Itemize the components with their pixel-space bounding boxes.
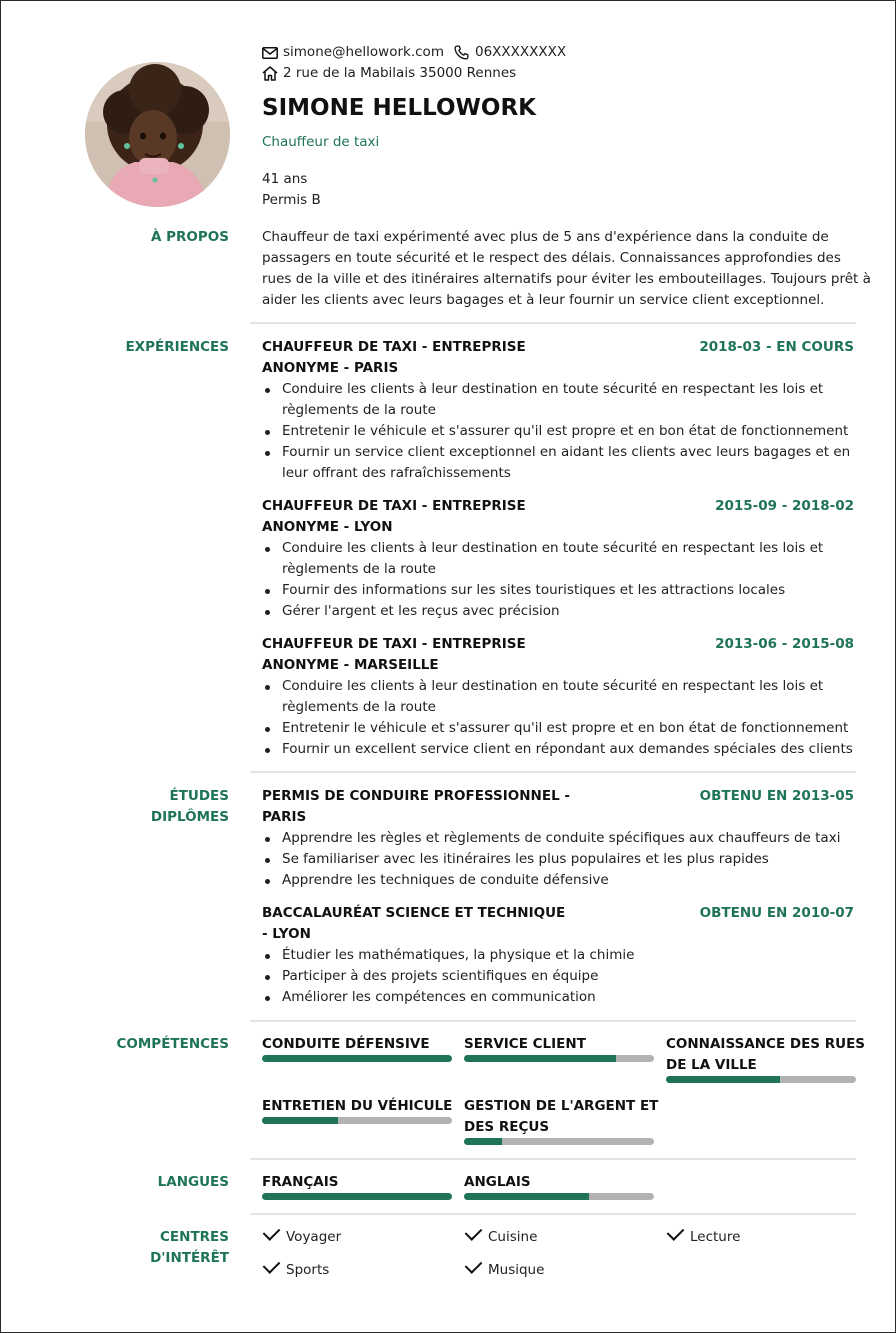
language-bar-fill	[464, 1193, 589, 1200]
about-line: rues de la ville et des itinéraires alternatifs pour éviter les embouteillages. Toujours prêt à	[262, 271, 871, 287]
interests-section-title	[150, 1227, 229, 1269]
diploma-dates: OBTENU EN 2010-07	[699, 905, 854, 921]
divider	[250, 771, 856, 773]
skill-bar-fill	[464, 1138, 502, 1145]
list-item: Apprendre les règles et règlements de conduite spécifiques aux chauffeurs de taxi	[262, 828, 856, 849]
diploma-title-line: PARIS	[262, 809, 307, 825]
checkmark-icon	[667, 1223, 685, 1241]
diploma-title	[262, 903, 565, 945]
skill-name-line: DE LA VILLE	[666, 1057, 757, 1073]
skill-bar-fill	[262, 1055, 452, 1062]
about-text	[262, 227, 871, 311]
checkmark-icon	[263, 1223, 281, 1241]
about-section-title: À PROPOS	[150, 229, 229, 245]
interests-title-line: CENTRES	[160, 1229, 229, 1245]
diploma-bullets	[262, 945, 856, 1008]
interest-item	[264, 1260, 329, 1281]
list-item: Se familiariser avec les itinéraires les plus populaires et les plus rapides	[262, 849, 856, 870]
language-name: FRANÇAIS	[262, 1174, 339, 1190]
diploma-title-line: PERMIS DE CONDUIRE PROFESSIONNEL -	[262, 788, 570, 804]
diploma-bullets	[262, 828, 856, 891]
interest-label: Sports	[286, 1262, 330, 1278]
checkmark-icon	[465, 1256, 483, 1274]
language-bar	[262, 1193, 452, 1200]
age: 41 ans	[262, 171, 308, 187]
interest-label: Lecture	[690, 1229, 741, 1245]
skill-bar-fill	[464, 1055, 616, 1062]
experience-company: ANONYME - PARIS	[262, 360, 399, 376]
experience-company: ANONYME - LYON	[262, 519, 393, 535]
diploma-title	[262, 786, 570, 828]
checkmark-icon	[465, 1223, 483, 1241]
education-title-line: DIPLÔMES	[150, 809, 229, 825]
list-item: Améliorer les compétences en communication	[262, 987, 856, 1008]
checkmark-icon	[263, 1256, 281, 1274]
skill-name: CONDUITE DÉFENSIVE	[262, 1036, 430, 1052]
skill-name: ENTRETIEN DU VÉHICULE	[262, 1098, 453, 1114]
skill-bar	[464, 1138, 654, 1145]
list-item: Conduire les clients à leur destination en toute sécurité en respectant les lois et règlements de la route	[262, 538, 856, 580]
driving-license: Permis B	[262, 192, 321, 208]
interests-title-line: D'INTÉRÊT	[150, 1250, 229, 1266]
experience-dates: 2018-03 - EN COURS	[699, 339, 854, 355]
divider	[250, 1213, 856, 1215]
about-line: aider les clients avec leurs bagages et à leur fournir un service client exceptionnel.	[262, 292, 825, 308]
email-row	[262, 42, 444, 63]
skill-name	[666, 1034, 865, 1076]
diploma-title-line: BACCALAURÉAT SCIENCE ET TECHNIQUE	[262, 905, 566, 921]
avatar	[85, 62, 230, 207]
job-title: Chauffeur de taxi	[262, 134, 380, 150]
experience-bullets	[262, 538, 856, 622]
list-item: Participer à des projets scientifiques en équipe	[262, 966, 856, 987]
divider	[250, 1158, 856, 1160]
skill-name: SERVICE CLIENT	[464, 1036, 586, 1052]
experiences-section-title: EXPÉRIENCES	[125, 339, 229, 355]
experience-role: CHAUFFEUR DE TAXI - ENTREPRISE	[262, 498, 526, 514]
list-item: Étudier les mathématiques, la physique et la chimie	[262, 945, 856, 966]
skill-name	[464, 1096, 658, 1138]
skill-bar-fill	[666, 1076, 780, 1083]
list-item: Fournir un service client exceptionnel en aidant les clients avec leurs bagages et en leur offrant des rafraîchissements	[262, 442, 856, 484]
address-text: 2 rue de la Mabilais 35000 Rennes	[283, 65, 517, 81]
experience-dates: 2015-09 - 2018-02	[715, 498, 854, 514]
skill-bar	[666, 1076, 856, 1083]
interest-label: Voyager	[286, 1229, 342, 1245]
list-item: Apprendre les techniques de conduite défensive	[262, 870, 856, 891]
experience-dates: 2013-06 - 2015-08	[715, 636, 854, 652]
candidate-name: SIMONE HELLOWORK	[262, 95, 536, 121]
about-line: passagers en toute sécurité et le respect des délais. Connaissances approfondies des	[262, 250, 841, 266]
skill-bar	[262, 1055, 452, 1062]
skill-name-line: CONNAISSANCE DES RUES	[666, 1036, 866, 1052]
about-line: Chauffeur de taxi expérimenté avec plus de 5 ans d'expérience dans la conduite de	[262, 229, 829, 245]
phone-icon	[454, 45, 469, 60]
experience-bullets	[262, 676, 856, 760]
list-item: Fournir un excellent service client en répondant aux demandes spéciales des clients	[262, 739, 856, 760]
diploma-dates: OBTENU EN 2013-05	[699, 788, 854, 804]
phone-text[interactable]: 06XXXXXXXX	[475, 44, 567, 60]
language-name: ANGLAIS	[464, 1174, 531, 1190]
divider	[250, 322, 856, 324]
interest-item	[466, 1260, 544, 1281]
experience-bullets	[262, 379, 856, 484]
skill-name-line: GESTION DE L'ARGENT ET	[464, 1098, 659, 1114]
divider	[250, 1020, 856, 1022]
interest-item	[264, 1227, 341, 1248]
interest-label: Cuisine	[488, 1229, 538, 1245]
experience-role: CHAUFFEUR DE TAXI - ENTREPRISE	[262, 636, 526, 652]
skill-bar	[262, 1117, 452, 1124]
list-item: Fournir des informations sur les sites touristiques et les attractions locales	[262, 580, 856, 601]
list-item: Conduire les clients à leur destination en toute sécurité en respectant les lois et règlements de la route	[262, 379, 856, 421]
list-item: Entretenir le véhicule et s'assurer qu'il est propre et en bon état de fonctionnement	[262, 421, 856, 442]
interest-item	[668, 1227, 740, 1248]
experience-role: CHAUFFEUR DE TAXI - ENTREPRISE	[262, 339, 526, 355]
list-item: Entretenir le véhicule et s'assurer qu'il est propre et en bon état de fonctionnement	[262, 718, 856, 739]
education-title-line: ÉTUDES	[169, 788, 229, 804]
skills-section-title: COMPÉTENCES	[116, 1036, 229, 1052]
address-row	[262, 63, 516, 84]
phone-row	[454, 42, 566, 63]
envelope-icon	[262, 47, 278, 59]
languages-section-title: LANGUES	[157, 1174, 229, 1190]
skill-bar	[464, 1055, 654, 1062]
interest-item	[466, 1227, 537, 1248]
education-section-title	[151, 786, 229, 828]
interest-label: Musique	[488, 1262, 545, 1278]
list-item: Gérer l'argent et les reçus avec précision	[262, 601, 856, 622]
language-bar-fill	[262, 1193, 452, 1200]
email-text[interactable]: simone@hellowork.com	[283, 44, 444, 60]
diploma-title-line: - LYON	[262, 926, 311, 942]
experience-company: ANONYME - MARSEILLE	[262, 657, 439, 673]
list-item: Conduire les clients à leur destination en toute sécurité en respectant les lois et règlements de la route	[262, 676, 856, 718]
language-bar	[464, 1193, 654, 1200]
home-icon	[262, 66, 278, 81]
skill-name-line: DES REÇUS	[464, 1119, 550, 1135]
skill-bar-fill	[262, 1117, 338, 1124]
